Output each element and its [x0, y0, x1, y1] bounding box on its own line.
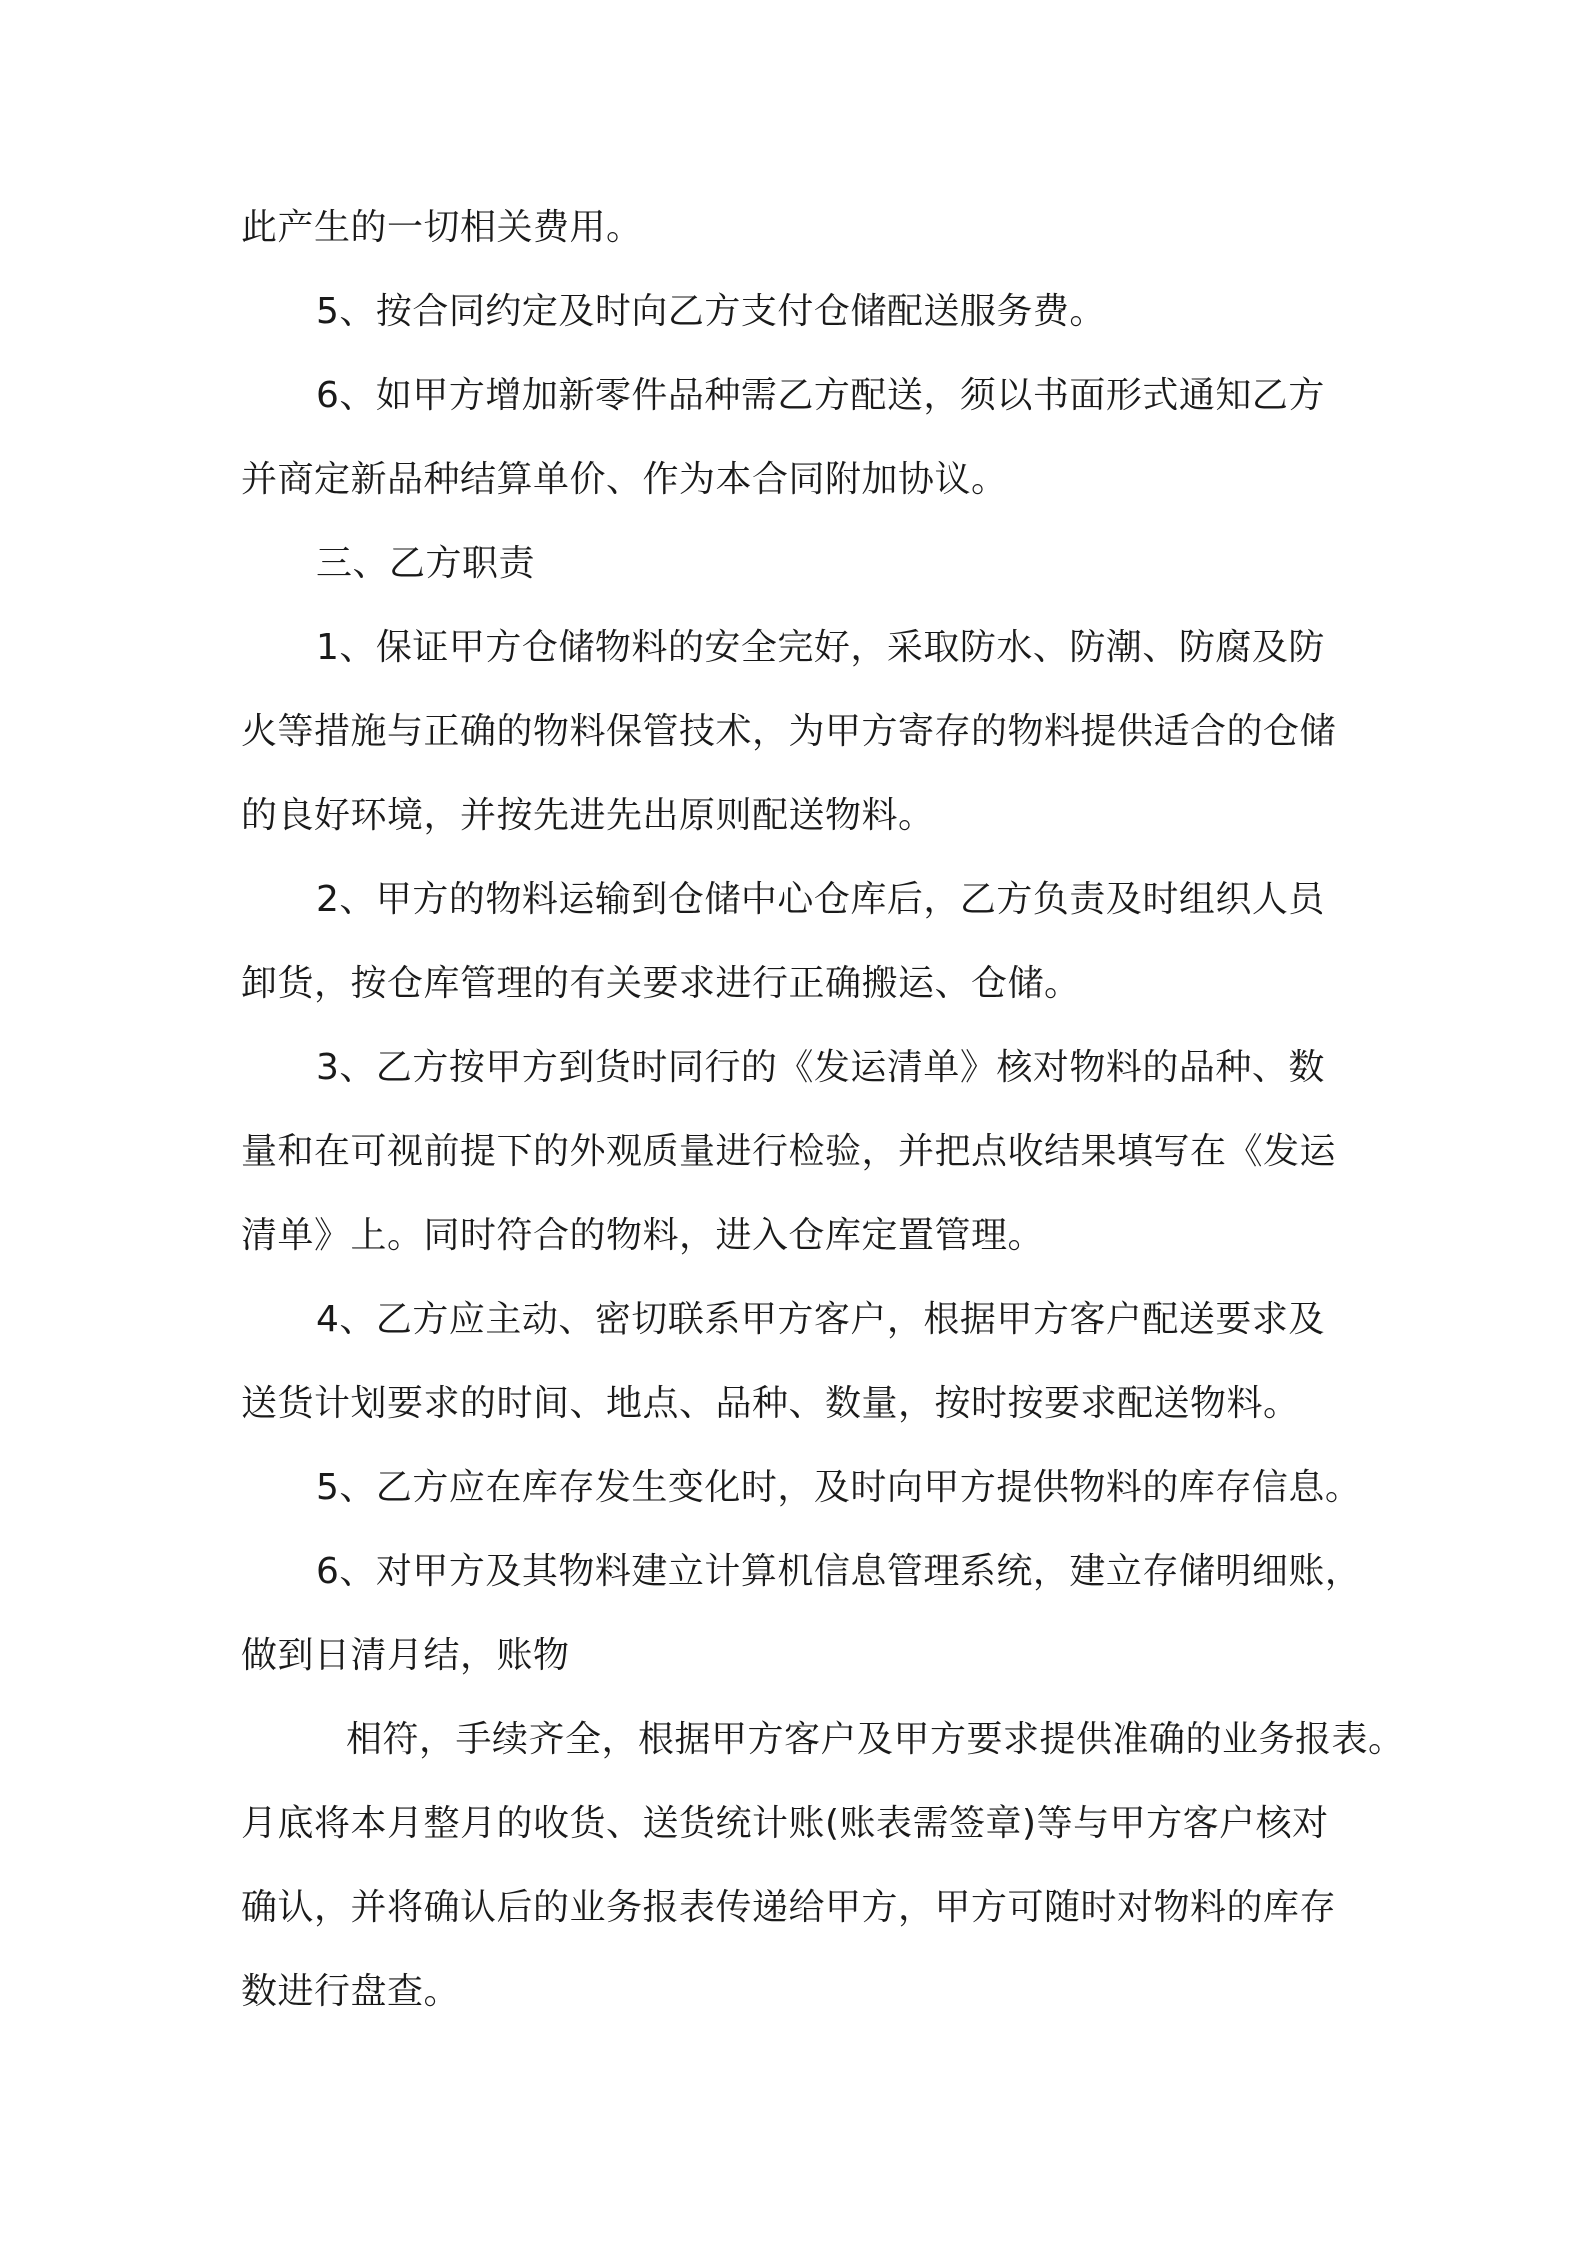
text-line: 量和在可视前提下的外观质量进行检验，并把点收结果填写在《发运: [241, 1131, 1337, 1172]
text-line: 6、对甲方及其物料建立计算机信息管理系统，建立存储明细账，: [316, 1551, 1362, 1592]
text-line: 此产生的一切相关费用。: [241, 207, 643, 248]
text-line: 并商定新品种结算单价、作为本合同附加协议。: [241, 459, 1008, 500]
text-line: 5、乙方应在库存发生变化时，及时向甲方提供物料的库存信息。: [316, 1467, 1362, 1508]
text-line: 火等措施与正确的物料保管技术，为甲方寄存的物料提供适合的仓储: [241, 711, 1337, 752]
text-line: 卸货，按仓库管理的有关要求进行正确搬运、仓储。: [241, 963, 1081, 1004]
text-line: 月底将本月整月的收货、送货统计账(账表需签章)等与甲方客户核对: [241, 1803, 1329, 1844]
text-line: 清单》上。同时符合的物料，进入仓库定置管理。: [241, 1215, 1045, 1256]
text-line: 4、乙方应主动、密切联系甲方客户，根据甲方客户配送要求及: [316, 1299, 1325, 1340]
text-line: 5、按合同约定及时向乙方支付仓储配送服务费。: [316, 291, 1106, 332]
text-line: 做到日清月结，账物: [241, 1635, 570, 1676]
text-line: 1、保证甲方仓储物料的安全完好，采取防水、防潮、防腐及防: [316, 627, 1325, 668]
text-line: 2、甲方的物料运输到仓储中心仓库后，乙方负责及时组织人员: [316, 879, 1325, 920]
text-line: 确认，并将确认后的业务报表传递给甲方，甲方可随时对物料的库存: [241, 1887, 1337, 1928]
text-line: 数进行盘查。: [241, 1971, 461, 2012]
text-line: 的良好环境，并按先进先出原则配送物料。: [241, 795, 935, 836]
text-line: 3、乙方按甲方到货时同行的《发运清单》核对物料的品种、数: [316, 1047, 1325, 1088]
text-line: 送货计划要求的时间、地点、品种、数量，按时按要求配送物料。: [241, 1383, 1300, 1424]
section-heading: 三、乙方职责: [316, 543, 536, 584]
text-line: 6、如甲方增加新零件品种需乙方配送，须以书面形式通知乙方: [316, 375, 1325, 416]
text-line: 相符，手续齐全，根据甲方客户及甲方要求提供准确的业务报表。: [346, 1719, 1405, 1760]
